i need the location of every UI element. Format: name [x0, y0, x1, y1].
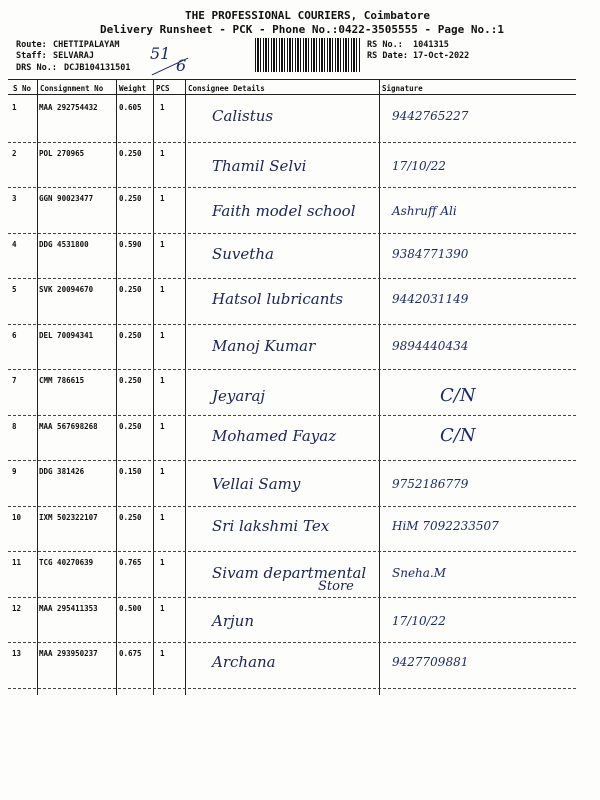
row-signature: HiM 7092233507: [392, 519, 499, 533]
row-signature: 9894440434: [392, 339, 469, 353]
row-sno: 6: [12, 330, 17, 340]
row-signature: 9442765227: [392, 109, 469, 123]
row-consignment-no: POL 270965: [39, 148, 85, 158]
row-weight: 0.500: [119, 603, 142, 613]
row-consignee-name: Suvetha: [212, 245, 274, 263]
row-pcs: 1: [160, 376, 165, 385]
col-header-signature: Signature: [382, 84, 423, 93]
row-consignment-no: MAA 292754432: [39, 103, 98, 112]
row-sno: 5: [12, 285, 17, 294]
row-consignment-no: DDG 381426: [39, 467, 85, 476]
row-consignee-name: Calistus: [212, 107, 274, 125]
row-pcs: 1: [160, 421, 165, 431]
col-header-pcs: PCS: [156, 84, 170, 93]
rs-date-label: RS Date:: [367, 51, 408, 61]
row-weight: 0.765: [119, 558, 142, 567]
row-sno: 3: [12, 194, 17, 203]
row-signature: 17/10/22: [392, 614, 446, 628]
row-consignee-name: Faith model school: [212, 202, 356, 220]
staff-value: SELVARAJ: [53, 51, 94, 61]
row-pcs: 1: [160, 239, 165, 249]
row-consignee-name: Manoj Kumar: [212, 337, 316, 355]
row-separator: [8, 642, 576, 643]
row-weight: 0.250: [119, 376, 142, 385]
row-weight: 0.590: [119, 239, 142, 249]
row-separator: [8, 415, 576, 416]
col-header-consignment: Consignment No: [40, 84, 104, 93]
row-weight: 0.250: [119, 330, 142, 340]
row-consignment-no: CMM 786615: [39, 376, 85, 385]
row-separator: [8, 551, 576, 552]
row-consignment-no: IXM 502322107: [39, 512, 98, 522]
row-consignee-name: Jeyaraj: [212, 387, 266, 405]
col-divider: [185, 80, 186, 695]
row-sno: 11: [12, 558, 22, 567]
row-separator: [8, 142, 576, 143]
row-sno: 13: [12, 649, 22, 658]
row-sno: 2: [12, 148, 17, 158]
route-label: Route:: [16, 40, 47, 50]
row-consignee-name: Arjun: [212, 612, 254, 630]
row-separator: [8, 460, 576, 461]
row-signature: C/N: [440, 425, 476, 446]
row-pcs: 1: [160, 558, 165, 567]
row-signature: 9427709881: [392, 655, 469, 669]
row-consignee-name: Hatsol lubricants: [212, 290, 344, 308]
row-weight: 0.150: [119, 467, 142, 476]
row-consignment-no: SVK 20094670: [39, 285, 94, 294]
row-separator: [8, 187, 576, 188]
row-sno: 1: [12, 103, 17, 112]
row-weight: 0.250: [119, 285, 142, 294]
row-sno: 8: [12, 421, 17, 431]
row-pcs: 1: [160, 603, 165, 613]
col-header-weight: Weight: [119, 84, 147, 93]
drs-label: DRS No.:: [16, 63, 57, 73]
row-sno: 4: [12, 239, 17, 249]
company-title: THE PROFESSIONAL COURIERS, Coimbatore: [185, 9, 431, 22]
table-header-border: [8, 94, 576, 95]
row-consignment-no: MAA 293950237: [39, 649, 98, 658]
row-signature: 9442031149: [392, 292, 469, 306]
row-sno: 7: [12, 376, 17, 385]
row-consignee-name: Archana: [212, 653, 276, 671]
row-weight: 0.250: [119, 421, 142, 431]
row-pcs: 1: [160, 194, 165, 203]
barcode: [255, 38, 360, 72]
col-header-consignee: Consignee Details: [188, 84, 265, 93]
row-pcs: 1: [160, 649, 165, 658]
col-divider: [116, 80, 117, 695]
row-signature: C/N: [440, 385, 476, 406]
row-consignee-name: Vellai Samy: [212, 475, 301, 493]
row-consignment-no: DDG 4531800: [39, 239, 89, 249]
row-separator: [8, 369, 576, 370]
row-signature: 17/10/22: [392, 159, 446, 173]
rs-date-value: 17-Oct-2022: [413, 51, 470, 61]
row-consignee-name: Thamil Selvi: [212, 157, 307, 175]
row-weight: 0.675: [119, 649, 142, 658]
row-consignment-no: MAA 295411353: [39, 603, 98, 613]
row-consignee-name-line2: Store: [318, 579, 354, 594]
row-pcs: 1: [160, 330, 165, 340]
row-weight: 0.250: [119, 194, 142, 203]
handwritten-note-top: 51: [150, 44, 171, 63]
row-consignment-no: MAA 567698268: [39, 421, 98, 431]
row-separator: [8, 506, 576, 507]
rs-no-label: RS No.:: [367, 40, 403, 50]
row-pcs: 1: [160, 103, 165, 112]
row-consignment-no: GGN 90023477: [39, 194, 94, 203]
row-weight: 0.605: [119, 103, 142, 112]
rs-no-value: 1041315: [413, 40, 449, 50]
row-sno: 10: [12, 512, 22, 522]
table-top-border: [8, 79, 576, 80]
row-sno: 9: [12, 467, 17, 476]
row-consignment-no: DEL 70094341: [39, 330, 94, 340]
staff-label: Staff:: [16, 51, 47, 61]
row-separator: [8, 233, 576, 234]
row-consignee-name: Sri lakshmi Tex: [212, 517, 330, 535]
col-divider: [153, 80, 154, 695]
col-divider: [379, 80, 380, 695]
row-separator: [8, 324, 576, 325]
row-weight: 0.250: [119, 148, 142, 158]
row-signature: Ashruff Ali: [392, 204, 457, 218]
row-sno: 12: [12, 603, 22, 613]
row-pcs: 1: [160, 467, 165, 476]
row-signature: 9752186779: [392, 477, 469, 491]
row-signature: 9384771390: [392, 247, 469, 261]
row-weight: 0.250: [119, 512, 142, 522]
row-pcs: 1: [160, 285, 165, 294]
row-separator: [8, 597, 576, 598]
col-header-sno: S No: [13, 84, 32, 93]
route-value: CHETTIPALAYAM: [53, 40, 120, 50]
row-consignment-no: TCG 40270639: [39, 558, 94, 567]
row-consignee-name: Sivam departmental: [212, 564, 367, 582]
row-consignee-name: Mohamed Fayaz: [212, 427, 337, 445]
row-separator: [8, 688, 576, 689]
col-divider: [37, 80, 38, 695]
row-separator: [8, 278, 576, 279]
row-signature: Sneha.M: [392, 566, 447, 580]
row-pcs: 1: [160, 148, 165, 158]
handwritten-note-bottom: 6: [176, 56, 187, 75]
runsheet-title: Delivery Runsheet - PCK - Phone No.:0422-3505555 - Page No.:1: [100, 23, 504, 36]
row-pcs: 1: [160, 512, 165, 522]
drs-value: DCJB104131501: [64, 63, 131, 73]
